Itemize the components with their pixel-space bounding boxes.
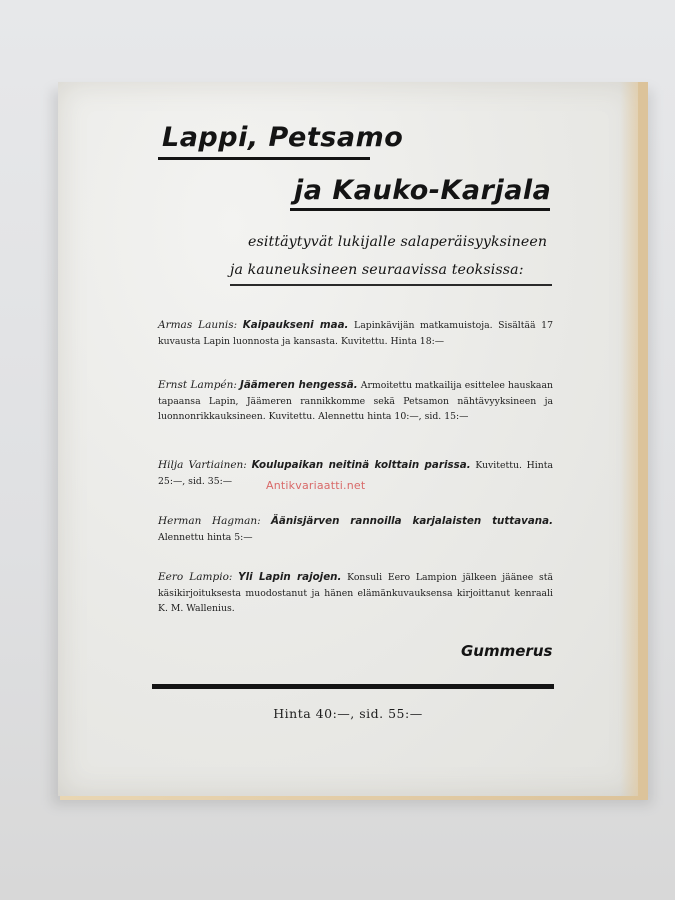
entry-title: Jäämeren hengessä.: [240, 379, 358, 391]
entry-title: Kaipaukseni maa.: [242, 319, 349, 331]
book-back-cover: [58, 82, 638, 796]
entry-author: Armas Launis:: [158, 319, 238, 331]
entry-description: Kuvitettu. Hinta 25:—, sid. 35:—: [158, 460, 553, 487]
entry-title: Äänisjärven rannoilla karjalaisten tuttavana.: [270, 515, 553, 527]
price-line: Hinta 40:—, sid. 55:—: [273, 706, 423, 721]
bottom-rule: [152, 684, 554, 689]
entry-title: Koulupaikan neitinä kolttain parissa.: [251, 459, 471, 471]
book-entry: [158, 318, 553, 349]
entry-description: Konsuli Eero Lampion jälkeen jäänee stä käsikirjoituksesta muodostanut ja hänen elämänkuvauksensa kirjoittanut kenraali K. M. Wallenius.: [158, 572, 554, 614]
book-entry: [158, 378, 553, 425]
watermark: Antikvariaatti.net: [266, 479, 366, 492]
entry-description: Alennettu hinta 5:—: [158, 531, 253, 543]
entry-author: Ernst Lampén:: [158, 379, 237, 391]
entry-author: Hilja Vartiainen:: [158, 459, 247, 471]
entry-description: Armoitettu matkailija esittelee hauskaan tapaansa Lapin, Jäämeren rannikkomme sekä Petsamon nähtävyyksineen ja luonnonrikkauksineen. Kuvitettu. Alennettu hinta 10:—, sid. 15:—: [158, 380, 553, 422]
book-entry: [158, 514, 553, 545]
book-entry: [158, 570, 553, 617]
publisher-name: Gummerus: [461, 642, 553, 660]
cover-title-line-1: Lappi, Petsamo: [162, 122, 404, 153]
cover-subtitle-line-2: ja kauneuksineen seuraavissa teoksissa:: [230, 262, 524, 278]
entry-description: Lapinkävijän matkamuistoja. Sisältää 17 kuvausta Lapin luonnosta ja kansasta. Kuvitettu. Hinta 18:—: [158, 320, 553, 347]
cover-title-line-2: ja Kauko-Karjala: [294, 175, 552, 206]
entry-author: Herman Hagman:: [158, 515, 261, 527]
subtitle-underline: [230, 284, 552, 286]
cover-edge-tint: [620, 82, 638, 796]
cover-subtitle-line-1: esittäytyvät lukijalle salaperäisyyksineen: [248, 234, 548, 250]
title-underline-1: [158, 157, 370, 160]
entry-title: Yli Lapin rajojen.: [238, 571, 342, 583]
entry-author: Eero Lampio:: [158, 571, 233, 583]
title-underline-2: [290, 208, 550, 211]
